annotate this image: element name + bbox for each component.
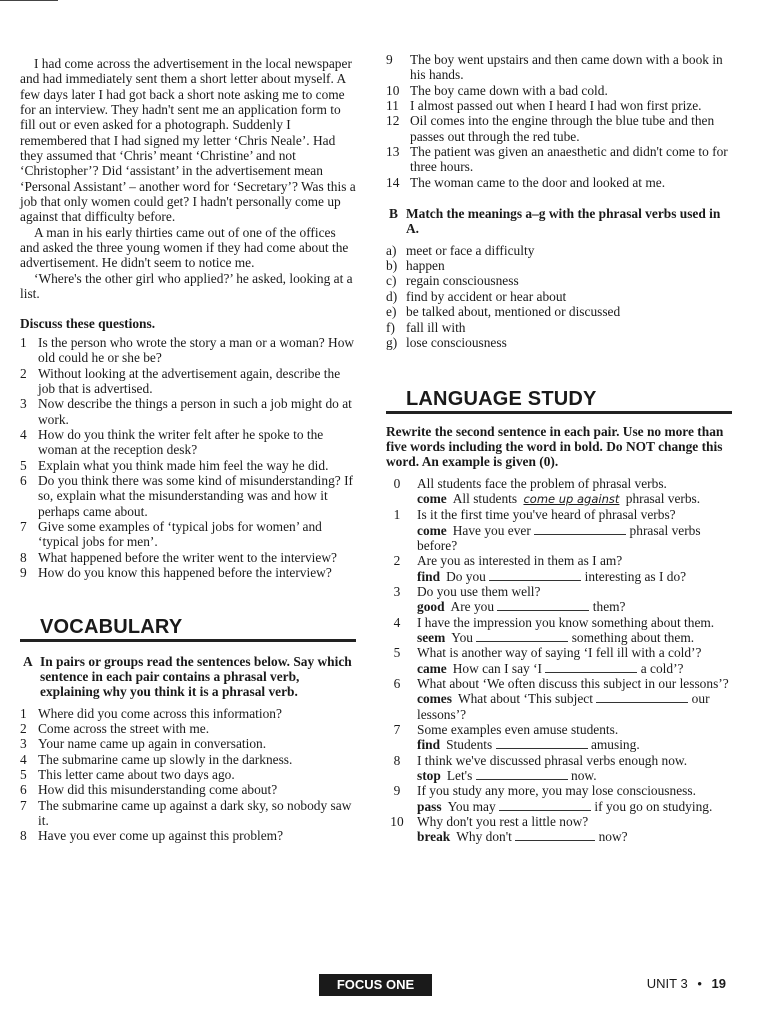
- rewrite-item: [386, 615, 732, 646]
- rewrite-item: [386, 753, 732, 784]
- sentence-text: Oil comes into the engine through the blue tube and then passes out through the red tube.: [410, 113, 715, 144]
- original-sentence: What is another way of saying ‘I fell ill with a cold’?: [417, 645, 702, 661]
- vocabulary-task-a-heading: [20, 654, 356, 700]
- meaning-item: [386, 320, 732, 335]
- meaning-item: [386, 258, 732, 273]
- sentence-number: 3: [20, 736, 27, 752]
- rewrite-exercise-list: [386, 476, 732, 845]
- sentence-number: 13: [386, 144, 400, 160]
- meaning-label: e): [386, 304, 397, 320]
- original-sentence: Are you as interested in them as I am?: [417, 553, 623, 569]
- sentence-text: The woman came to the door and looked at me.: [410, 174, 666, 190]
- keyword: comes: [417, 691, 452, 707]
- vocabulary-sentence: [386, 175, 732, 190]
- rewrite-line: [417, 661, 732, 676]
- rewrite-item: [386, 814, 732, 845]
- answer-blank[interactable]: [496, 737, 588, 749]
- question-number: 3: [20, 396, 27, 412]
- sentence-number: 1: [20, 705, 27, 721]
- keyword: pass: [417, 798, 442, 814]
- keyword: come: [417, 490, 447, 506]
- original-sentence: If you study any more, you may lose consciousness.: [417, 783, 696, 799]
- rewrite-start: You: [451, 630, 473, 645]
- meaning-item: [386, 335, 732, 350]
- question-text: Do you think there was some kind of misunderstanding? If so, explain what the misunderstanding was and how it perhaps came about.: [38, 472, 353, 519]
- rewrite-line: [417, 630, 732, 645]
- rewrite-line: [417, 691, 732, 722]
- sentence-text: I almost passed out when I heard I had won first prize.: [410, 98, 702, 114]
- question-number: 8: [20, 549, 27, 565]
- discuss-question: [20, 565, 356, 580]
- sentence-number: 12: [386, 113, 400, 129]
- question-number: 5: [20, 457, 27, 473]
- question-number: 9: [20, 565, 27, 580]
- meaning-label: d): [386, 288, 398, 304]
- item-number: 4: [393, 614, 401, 630]
- rewrite-start: How can I say ‘I: [452, 660, 542, 676]
- sentence-number: 14: [386, 174, 400, 190]
- answer-blank[interactable]: [515, 829, 595, 841]
- sentence-text: The patient was given an anaesthetic and didn't come to for three hours.: [410, 144, 728, 175]
- meaning-list: [386, 243, 732, 350]
- sentence-text: Come across the street with me.: [38, 721, 210, 737]
- rewrite-start: Let's: [446, 768, 473, 784]
- vocabulary-sentence: [386, 144, 732, 175]
- answer-blank[interactable]: [545, 661, 637, 673]
- language-study-instructions: Rewrite the second sentence in each pair. Use no more than five words including the word in bold. Do NOT change this word. An example is given (0).: [386, 423, 724, 470]
- sentence-number: 4: [20, 751, 27, 767]
- left-column: [20, 52, 356, 844]
- discuss-question: [20, 366, 356, 397]
- sentence-number: 2: [20, 721, 27, 737]
- meaning-text: happen: [406, 258, 445, 274]
- vocabulary-sentence: [20, 828, 356, 843]
- rewrite-item: [386, 676, 732, 722]
- rewrite-end: amusing.: [590, 737, 640, 753]
- footer-section-tag: FOCUS ONE: [319, 974, 432, 996]
- meaning-text: be talked about, mentioned or discussed: [406, 304, 621, 320]
- language-study-title: LANGUAGE STUDY: [386, 392, 732, 413]
- meaning-text: regain consciousness: [406, 273, 519, 289]
- story-paragraph-2: A man in his early thirties came out of one of the offices and asked the three young women if they had come about the advertisement. He didn't seem to notice me.: [20, 224, 349, 271]
- discuss-heading: Discuss these questions.: [20, 315, 156, 331]
- sentence-text: The boy came down with a bad cold.: [410, 82, 608, 98]
- rewrite-start: Have you ever: [452, 522, 531, 538]
- original-sentence: I think we've discussed phrasal verbs enough now.: [417, 752, 688, 768]
- sentence-number: 10: [386, 82, 400, 98]
- sentence-text: Have you ever come up against this problem?: [38, 828, 284, 844]
- answer-blank[interactable]: [489, 569, 581, 581]
- rewrite-end: now?: [598, 829, 628, 845]
- rewrite-end: our lessons’?: [417, 691, 710, 722]
- answer-blank[interactable]: [596, 691, 688, 703]
- vocabulary-task-b-heading: [386, 206, 732, 237]
- discuss-question: [20, 427, 356, 458]
- vocabulary-sentence: [20, 706, 356, 721]
- sentence-text: Where did you come across this information?: [38, 705, 282, 721]
- corner-crop-mark: [0, 0, 58, 1]
- rewrite-start: Are you: [450, 599, 495, 615]
- keyword: come: [417, 522, 447, 538]
- meaning-text: find by accident or hear about: [406, 288, 567, 304]
- rewrite-line: [417, 599, 732, 614]
- rewrite-item: [386, 476, 732, 508]
- task-instructions: Match the meanings a–g with the phrasal verbs used in A.: [406, 206, 721, 237]
- question-text: Now describe the things a person in such a job might do at work.: [38, 396, 352, 427]
- rewrite-start: Why don't: [456, 829, 512, 845]
- item-number: 6: [393, 676, 401, 692]
- keyword: good: [417, 599, 445, 615]
- meaning-label: a): [386, 242, 397, 258]
- rewrite-item: [386, 553, 732, 584]
- sentence-text: Your name came up again in conversation.: [38, 736, 267, 752]
- sentence-number: 8: [20, 828, 27, 844]
- page-number-area: [647, 976, 726, 991]
- question-text: Give some examples of ‘typical jobs for women’ and ‘typical jobs for men’.: [38, 518, 322, 550]
- discuss-question: [20, 458, 356, 473]
- rewrite-end: if you go on studying.: [594, 798, 713, 814]
- vocabulary-sentence: [386, 52, 732, 83]
- discuss-question: [20, 519, 356, 550]
- sentence-number: 5: [20, 767, 27, 783]
- original-sentence: Why don't you rest a little now?: [417, 814, 589, 830]
- original-sentence: Do you use them well?: [417, 583, 541, 599]
- rewrite-end: something about them.: [571, 630, 695, 645]
- rewrite-line: [417, 768, 732, 783]
- discuss-question: [20, 473, 356, 519]
- meaning-label: g): [386, 334, 398, 350]
- rewrite-end: phrasal verbs before?: [417, 522, 701, 553]
- rewrite-end: a cold’?: [640, 660, 684, 676]
- original-sentence: What about ‘We often discuss this subject in our lessons’?: [417, 676, 729, 692]
- keyword: find: [417, 737, 441, 753]
- rewrite-start: Do you: [446, 568, 486, 584]
- discuss-question: [20, 335, 356, 366]
- answer-blank[interactable]: [534, 523, 626, 535]
- unit-label: UNIT 3: [646, 976, 688, 991]
- item-number: 8: [393, 752, 401, 768]
- item-number: 0: [393, 475, 401, 491]
- rewrite-start: Students: [446, 737, 493, 753]
- answer-blank[interactable]: [476, 630, 568, 642]
- question-text: Is the person who wrote the story a man or a woman? How old could he or she be?: [38, 334, 355, 366]
- question-number: 7: [20, 518, 27, 534]
- question-number: 2: [20, 365, 27, 381]
- rewrite-end: interesting as I do?: [584, 568, 687, 584]
- sentence-text: This letter came about two days ago.: [38, 767, 235, 783]
- question-text: Without looking at the advertisement again, describe the job that is advertised.: [38, 365, 341, 396]
- meaning-label: f): [386, 319, 395, 335]
- rewrite-start: What about ‘This subject: [457, 691, 593, 707]
- sentence-text: The submarine came up slowly in the darkness.: [38, 751, 293, 767]
- answer-blank[interactable]: [499, 799, 591, 811]
- question-number: 6: [20, 472, 27, 488]
- keyword: stop: [417, 768, 441, 784]
- item-number: 10: [390, 814, 404, 830]
- item-number: 5: [393, 645, 401, 661]
- question-text: What happened before the writer went to the interview?: [38, 549, 337, 565]
- question-number: 1: [20, 334, 27, 350]
- vocabulary-title: VOCABULARY: [20, 620, 356, 641]
- original-sentence: Is it the first time you've heard of phrasal verbs?: [417, 507, 676, 523]
- meaning-item: [386, 304, 732, 319]
- vocabulary-sentence: [20, 798, 356, 829]
- rewrite-end: them?: [592, 599, 626, 615]
- vocabulary-sentence: [386, 113, 732, 144]
- rewrite-line: [417, 799, 732, 814]
- rewrite-line: [417, 491, 732, 507]
- question-number: 4: [20, 426, 27, 442]
- answer-blank[interactable]: [497, 599, 589, 611]
- rewrite-start: All students: [452, 490, 518, 506]
- original-sentence: I have the impression you know something about them.: [417, 614, 715, 630]
- page-number: 19: [711, 976, 726, 991]
- rewrite-item: [386, 507, 732, 553]
- rewrite-item: [386, 783, 732, 814]
- rewrite-line: [417, 829, 732, 844]
- vocabulary-sentence-list-continued: [386, 52, 732, 190]
- sentence-number: 6: [20, 782, 27, 798]
- meaning-label: b): [386, 258, 398, 274]
- meaning-text: fall ill with: [406, 319, 466, 335]
- discuss-question-list: [20, 335, 356, 581]
- story-paragraph-3: ‘Where's the other girl who applied?’ he asked, looking at a list.: [20, 270, 353, 302]
- vocabulary-sentence: [386, 98, 732, 113]
- rewrite-item: [386, 645, 732, 676]
- rewrite-line: [417, 569, 732, 584]
- vocabulary-sentence: [20, 736, 356, 751]
- answer-blank[interactable]: [476, 768, 568, 780]
- task-instructions: In pairs or groups read the sentences below. Say which sentence in each pair contains a phrasal verb, explaining why you think it is a phrasal verb.: [40, 653, 352, 700]
- keyword: came: [417, 660, 447, 676]
- discuss-question: [20, 550, 356, 565]
- item-number: 2: [393, 553, 401, 569]
- vocabulary-sentence-list: [20, 706, 356, 844]
- rewrite-item: [386, 584, 732, 615]
- sentence-number: 7: [20, 797, 27, 813]
- vocabulary-sentence: [20, 752, 356, 767]
- sentence-number: 9: [386, 52, 393, 67]
- original-sentence: Some examples even amuse students.: [417, 722, 619, 738]
- vocabulary-sentence: [20, 782, 356, 797]
- item-number: 1: [393, 507, 401, 523]
- rewrite-item: [386, 722, 732, 753]
- sentence-text: The boy went upstairs and then came down with a book in his hands.: [410, 52, 723, 83]
- discuss-question: [20, 396, 356, 427]
- rewrite-end: phrasal verbs.: [625, 490, 701, 506]
- vocabulary-sentence: [20, 721, 356, 736]
- keyword: break: [417, 829, 451, 845]
- keyword: find: [417, 568, 441, 584]
- vocabulary-sentence: [386, 83, 732, 98]
- meaning-text: lose consciousness: [406, 334, 507, 350]
- question-text: How do you know this happened before the interview?: [38, 565, 332, 580]
- story-paragraph-1: I had come across the advertisement in the local newspaper and had immediately sent them a short letter about myself. A few days later I had got back a short note asking me to come for an interview. They hadn't sent me an application form to fill out or even asked for a photograph. Suddenly I remembered that I had signed my letter ‘Chris Neale’. Had they assumed that ‘Chris’ meant ‘Christine’ and not ‘Christopher’? Did ‘assistant’ in the advertisement mean ‘Personal Assistant’ – another word for ‘Secretary’? Was this a job that only women could get? I hadn't personally come up against that difficulty before.: [20, 56, 356, 225]
- item-number: 7: [393, 722, 401, 738]
- separator-bullet: •: [697, 976, 702, 991]
- item-number: 3: [393, 583, 401, 599]
- meaning-label: c): [386, 273, 397, 289]
- right-column: [386, 52, 732, 845]
- rewrite-start: You may: [447, 798, 496, 814]
- task-letter: B: [389, 206, 398, 222]
- rewrite-end: now.: [571, 768, 597, 784]
- meaning-text: meet or face a difficulty: [406, 242, 535, 258]
- meaning-item: [386, 243, 732, 258]
- task-letter: A: [23, 653, 33, 669]
- question-text: How do you think the writer felt after he spoke to the woman at the reception desk?: [38, 426, 324, 458]
- meaning-item: [386, 273, 732, 288]
- item-number: 9: [393, 783, 401, 799]
- meaning-item: [386, 289, 732, 304]
- sentence-text: How did this misunderstanding come about?: [38, 782, 278, 798]
- question-text: Explain what you think made him feel the way he did.: [38, 457, 329, 473]
- sentence-text: The submarine came up against a dark sky, so nobody saw it.: [38, 797, 352, 829]
- example-answer: come up against: [523, 491, 620, 506]
- vocabulary-sentence: [20, 767, 356, 782]
- sentence-number: 11: [386, 98, 399, 114]
- rewrite-line: [417, 737, 732, 752]
- keyword: seem: [417, 630, 446, 645]
- rewrite-line: [417, 523, 732, 554]
- original-sentence: All students face the problem of phrasal verbs.: [417, 475, 667, 491]
